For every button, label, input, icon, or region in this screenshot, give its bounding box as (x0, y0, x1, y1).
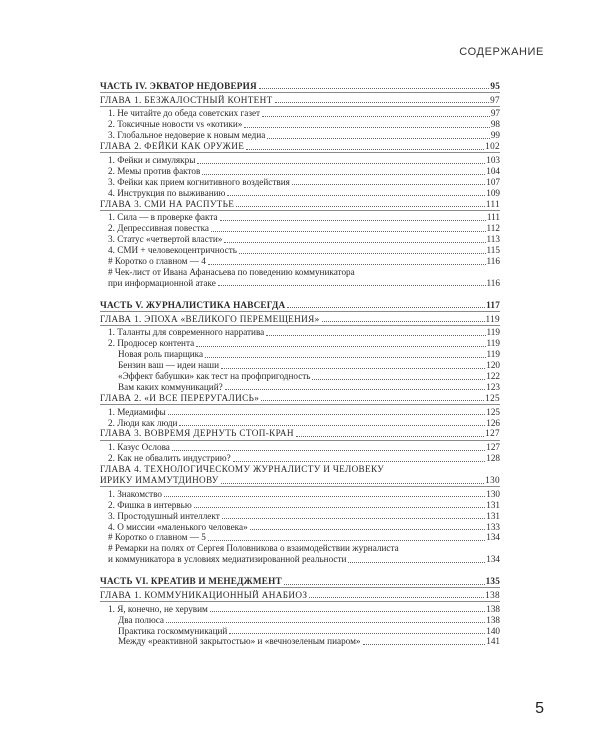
running-header: СОДЕРЖАНИЕ (459, 46, 544, 58)
toc-entry-page: 140 (486, 625, 500, 636)
toc-entry (100, 108, 500, 119)
part-heading-page: 117 (486, 299, 500, 310)
dot-leader (236, 206, 485, 207)
dot-leader (168, 414, 486, 415)
toc-entry-page: 116 (486, 277, 500, 288)
toc-entry (100, 338, 500, 349)
toc-entry-title: 2. Продюсер контента (108, 338, 195, 349)
divider (100, 92, 500, 93)
chapter-heading-cont-page: 130 (485, 474, 500, 485)
chapter-heading (100, 428, 500, 439)
toc-entry-title: # Ремарки на полях от Сергея Половникова о взаимодействии журналиста (108, 543, 399, 554)
toc-entry-page: 134 (486, 554, 500, 565)
toc-entry (100, 417, 500, 428)
chapter-heading-title: ГЛАВА 3. ВОВРЕМЯ ДЕРНУТЬ СТОП-КРАН (100, 428, 294, 439)
toc-entry-page: 141 (486, 636, 500, 647)
divider (100, 404, 500, 405)
dot-leader (208, 264, 486, 265)
toc-entry (100, 381, 500, 392)
dot-leader (197, 163, 485, 164)
chapter-heading (100, 313, 500, 324)
dot-leader (202, 174, 485, 175)
chapter-heading-title: ГЛАВА 1. КОММУНИКАЦИОННЫЙ АНАБИОЗ (100, 589, 308, 600)
dot-leader (227, 195, 485, 196)
dot-leader (208, 540, 485, 541)
toc-entry (100, 266, 500, 277)
toc-entry-title: Новая роль пиарщика (118, 349, 204, 360)
table-of-contents (100, 80, 500, 647)
toc-entry (100, 212, 500, 223)
toc-entry-title: 3. Простодушный интеллект (108, 510, 220, 521)
dot-leader (292, 184, 485, 185)
toc-entry-title: 4. О миссии «маленького человека» (108, 521, 248, 532)
toc-entry-title: # Коротко о главном — 5 (108, 532, 206, 543)
chapter-heading-page: 125 (485, 392, 500, 403)
dot-leader (266, 335, 485, 336)
toc-entry-title: Два полюса (118, 614, 164, 625)
toc-entry-title: 2. Депрессивная повестка (108, 223, 209, 234)
dot-leader (296, 436, 484, 437)
toc-entry-page: 115 (486, 245, 500, 256)
dot-leader (210, 611, 485, 612)
toc-entry (100, 636, 500, 647)
toc-entry-title: 3. Фейки как прием когнитивного воздействия (108, 176, 290, 187)
toc-entry (100, 223, 500, 234)
dot-leader (244, 127, 489, 128)
toc-entry-title: 2. Токсичные новости vs «котики» (108, 119, 243, 130)
divider (100, 486, 500, 487)
toc-entry-page: 97 (490, 108, 500, 119)
chapter-heading (100, 589, 500, 600)
dot-leader (287, 307, 485, 308)
part-heading-title: ЧАСТЬ IV. ЭКВАТОР НЕДОВЕРИЯ (100, 80, 257, 91)
dot-leader (250, 529, 486, 530)
toc-entry (100, 499, 500, 510)
dot-leader (211, 231, 486, 232)
toc-entry (100, 327, 500, 338)
toc-entry-page: 138 (486, 603, 500, 614)
toc-entry (100, 165, 500, 176)
toc-entry (100, 255, 500, 266)
part-heading (100, 575, 500, 586)
dot-leader (312, 379, 485, 380)
toc-entry-title: 1. Таланты для современного нарратива (108, 327, 265, 338)
toc-entry-page: 119 (486, 338, 500, 349)
toc-entry (100, 625, 500, 636)
toc-entry-title: Вам каких коммуникаций? (118, 381, 223, 392)
toc-entry (100, 521, 500, 532)
toc-entry (100, 614, 500, 625)
toc-entry (100, 442, 500, 453)
toc-entry-title: # Чек-лист от Ивана Афанасьева по поведению коммуникатора (108, 266, 355, 277)
toc-entry (100, 370, 500, 381)
toc-entry (100, 244, 500, 255)
part-heading (100, 80, 500, 91)
toc-entry-title: Бензин ваш — идеи наши (118, 360, 220, 371)
toc-entry (100, 130, 500, 141)
chapter-heading-page: 111 (485, 198, 500, 209)
toc-entry-page: 119 (486, 349, 500, 360)
toc-entry-title: при информационной атаке (108, 277, 216, 288)
toc-entry (100, 406, 500, 417)
dot-leader (166, 622, 485, 623)
toc-entry (100, 154, 500, 165)
chapter-heading-page: 138 (485, 589, 500, 600)
toc-entry-title: 1. Казус Ослова (108, 442, 170, 453)
dot-leader (221, 483, 485, 484)
toc-entry (100, 453, 500, 464)
toc-entry (100, 176, 500, 187)
toc-entry-page: 120 (486, 360, 500, 371)
toc-entry-title: # Коротко о главном — 4 (108, 256, 206, 267)
dot-leader (322, 321, 485, 322)
chapter-heading (100, 463, 500, 474)
toc-entry (100, 488, 500, 499)
toc-entry-title: «Эффект бабушки» как тест на профпригодность (118, 370, 311, 381)
toc-entry-page: 99 (490, 130, 500, 141)
dot-leader (205, 357, 485, 358)
toc-entry-title: 4. Инструкция по выживанию (108, 187, 226, 198)
chapter-heading-page: 119 (485, 313, 500, 324)
dot-leader (275, 102, 490, 103)
toc-entry-page: 111 (486, 212, 500, 223)
chapter-heading-title: ГЛАВА 4. ТЕХНОЛОГИЧЕСКОМУ ЖУРНАЛИСТУ И ЧЕЛОВЕКУ (100, 464, 385, 475)
dot-leader (233, 461, 485, 462)
toc-entry-title: 1. Фейки и симулякры (108, 155, 196, 166)
toc-entry-title: 1. Я, конечно, не херувим (108, 603, 208, 614)
toc-entry (100, 348, 500, 359)
dot-leader (179, 425, 485, 426)
dot-leader (261, 400, 484, 401)
chapter-heading-page: 102 (485, 141, 500, 152)
dot-leader (218, 285, 486, 286)
toc-entry-page: 134 (486, 532, 500, 543)
part-heading (100, 299, 500, 310)
toc-entry (100, 543, 500, 554)
dot-leader (196, 346, 485, 347)
toc-entry-page: 103 (486, 155, 500, 166)
toc-entry-title: 2. Фишка в интервью (108, 499, 192, 510)
chapter-heading (100, 94, 500, 105)
toc-entry (100, 277, 500, 288)
dot-leader (284, 584, 485, 585)
toc-entry-page: 127 (486, 442, 500, 453)
toc-entry-page: 123 (486, 381, 500, 392)
divider (100, 152, 500, 153)
chapter-heading-title: ГЛАВА 1. БЕЗЖАЛОСТНЫЙ КОНТЕНТ (100, 94, 273, 105)
divider (100, 440, 500, 441)
toc-entry-page: 119 (486, 327, 500, 338)
toc-entry-page: 113 (486, 234, 500, 245)
toc-entry-page: 107 (486, 176, 500, 187)
dot-leader (348, 562, 485, 563)
dot-leader (262, 116, 490, 117)
dot-leader (172, 450, 485, 451)
toc-entry-title: 4. СМИ + человекоцентричность (108, 245, 237, 256)
toc-entry-page: 138 (486, 614, 500, 625)
part-heading-title: ЧАСТЬ V. ЖУРНАЛИСТИКА НАВСЕГДА (100, 299, 286, 310)
dot-leader (259, 88, 490, 89)
divider (100, 325, 500, 326)
dot-leader (220, 220, 486, 221)
toc-entry-title: 2. Мемы против фактов (108, 165, 201, 176)
part-gap (100, 564, 500, 575)
toc-entry-title: 2. Как не обвалить индустрию? (108, 453, 231, 464)
divider (100, 587, 500, 588)
dot-leader (246, 149, 484, 150)
dot-leader (229, 633, 485, 634)
divider (100, 311, 500, 312)
divider (100, 210, 500, 211)
chapter-heading (100, 198, 500, 209)
chapter-heading-title: ГЛАВА 2. «И ВСЕ ПЕРЕРУГАЛИСЬ» (100, 392, 260, 403)
chapter-heading (100, 392, 500, 403)
toc-entry (100, 554, 500, 565)
toc-entry (100, 187, 500, 198)
toc-entry-page: 116 (486, 256, 500, 267)
toc-entry-title: Практика госкоммуникаций (118, 625, 228, 636)
toc-entry-title: 1. Сила — в проверке факта (108, 212, 218, 223)
toc-entry-page: 98 (490, 119, 500, 130)
toc-entry-page: 131 (486, 510, 500, 521)
dot-leader (222, 518, 486, 519)
chapter-heading-page: 97 (490, 94, 500, 105)
chapter-heading-page: 127 (485, 428, 500, 439)
part-gap (100, 288, 500, 299)
part-heading-page: 135 (485, 575, 500, 586)
chapter-heading-title: ГЛАВА 1. ЭПОХА «ВЕЛИКОГО ПЕРЕМЕЩЕНИЯ» (100, 313, 320, 324)
dot-leader (363, 644, 486, 645)
chapter-heading-cont (100, 474, 500, 485)
toc-entry (100, 359, 500, 370)
toc-entry-title: 1. Не читайте до обеда советских газет (108, 108, 261, 119)
dot-leader (239, 253, 486, 254)
toc-entry (100, 603, 500, 614)
toc-entry-title: 3. Глобальное недоверие к новым медиа (108, 130, 266, 141)
dot-leader (164, 496, 485, 497)
dot-leader (224, 242, 485, 243)
toc-entry-page: 126 (486, 417, 500, 428)
toc-entry-page: 122 (486, 370, 500, 381)
toc-entry-title: и коммуникатора в условиях медиатизированной реальности (108, 554, 347, 565)
dot-leader (309, 597, 484, 598)
toc-entry (100, 234, 500, 245)
divider (100, 601, 500, 602)
toc-entry-page: 133 (486, 521, 500, 532)
chapter-heading-title: ГЛАВА 2. ФЕЙКИ КАК ОРУЖИЕ (100, 141, 245, 152)
toc-entry-title: Между «реактивной закрытостью» и «вечнозеленым пиаром» (118, 636, 361, 647)
toc-entry-title: 3. Статус «четвертой власти» (108, 234, 223, 245)
dot-leader (267, 138, 490, 139)
toc-entry-page: 125 (486, 406, 500, 417)
toc-entry (100, 532, 500, 543)
divider (100, 106, 500, 107)
toc-entry-page: 131 (486, 499, 500, 510)
part-heading-title: ЧАСТЬ VI. КРЕАТИВ И МЕНЕДЖМЕНТ (100, 575, 282, 586)
toc-entry-page: 130 (486, 488, 500, 499)
toc-entry-page: 109 (486, 187, 500, 198)
dot-leader (225, 389, 486, 390)
toc-entry-title: 2. Люди как люди (108, 417, 178, 428)
part-heading-page: 95 (490, 80, 500, 91)
dot-leader (194, 507, 486, 508)
page-number: 5 (535, 700, 544, 717)
toc-entry-page: 104 (486, 165, 500, 176)
toc-entry-page: 112 (486, 223, 500, 234)
toc-entry-title: 1. Знакомство (108, 488, 162, 499)
chapter-heading-cont-title: ИРИКУ ИМАМУТДИНОВУ (100, 474, 219, 485)
toc-entry-page: 128 (486, 453, 500, 464)
dot-leader (221, 368, 485, 369)
chapter-heading-title: ГЛАВА 3. СМИ НА РАСПУТЬЕ (100, 198, 235, 209)
toc-entry (100, 510, 500, 521)
toc-entry-title: 1. Медиамифы (108, 406, 166, 417)
chapter-heading (100, 140, 500, 151)
toc-entry (100, 119, 500, 130)
